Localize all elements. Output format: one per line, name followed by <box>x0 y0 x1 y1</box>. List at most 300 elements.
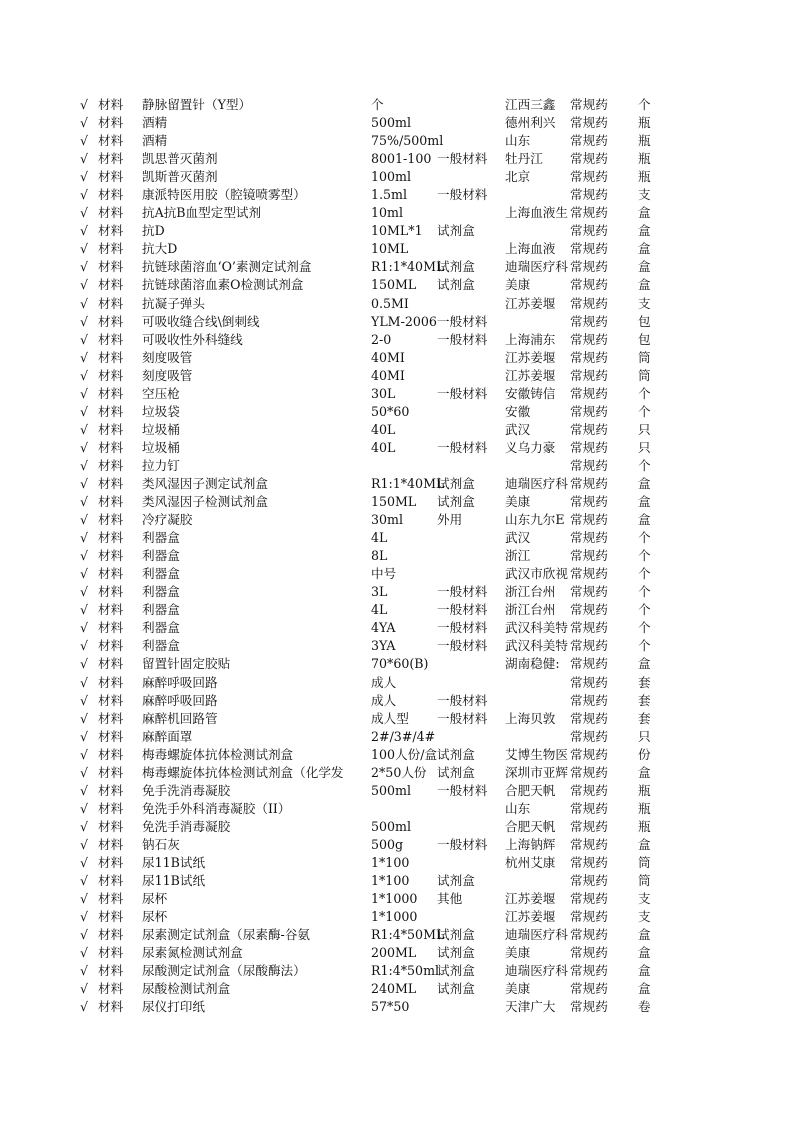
manufacturer-cell: 深圳市亚辉 <box>505 764 568 780</box>
spec-cell: R1:4*50ml <box>371 963 440 979</box>
category-cell: 材料 <box>98 223 124 239</box>
table-row <box>0 944 793 962</box>
check-mark: √ <box>80 782 89 798</box>
table-row <box>0 114 793 132</box>
drug-class-cell: 常规药 <box>570 548 608 564</box>
item-name-cell: 尿酸检测试剂盒 <box>142 981 231 997</box>
unit-cell: 盒 <box>638 981 651 997</box>
category-cell: 材料 <box>98 133 124 149</box>
drug-class-cell: 常规药 <box>570 854 608 870</box>
table-row <box>0 854 793 872</box>
spec-cell: 10ML <box>371 241 409 257</box>
manufacturer-cell: 艾博生物医 <box>505 746 568 762</box>
spec-cell: 100人份/盒 <box>371 746 438 762</box>
drug-class-cell: 常规药 <box>570 945 608 961</box>
table-row <box>0 836 793 854</box>
item-name-cell: 尿素测定试剂盒（尿素酶-谷氨 <box>142 927 310 943</box>
manufacturer-cell: 浙江台州 <box>505 602 556 618</box>
item-name-cell: 免洗手消毒凝胶 <box>142 818 231 834</box>
material-type-cell: 一般材料 <box>437 638 488 654</box>
unit-cell: 瓶 <box>638 151 651 167</box>
unit-cell: 个 <box>638 403 651 419</box>
check-mark: √ <box>80 259 89 275</box>
unit-cell: 瓶 <box>638 115 651 131</box>
table-row <box>0 168 793 186</box>
unit-cell: 个 <box>638 385 651 401</box>
manufacturer-cell: 美康 <box>505 981 531 997</box>
manufacturer-cell: 合肥天帆 <box>505 782 556 798</box>
category-cell: 材料 <box>98 602 124 618</box>
table-row <box>0 96 793 114</box>
manufacturer-cell: 江苏姜堰 <box>505 349 556 365</box>
check-mark: √ <box>80 187 89 203</box>
manufacturer-cell: 天津广大 <box>505 999 556 1015</box>
check-mark: √ <box>80 169 89 185</box>
drug-class-cell: 常规药 <box>570 187 608 203</box>
drug-class-cell: 常规药 <box>570 530 608 546</box>
material-type-cell: 一般材料 <box>437 782 488 798</box>
item-name-cell: 拉力钉 <box>142 457 180 473</box>
check-mark: √ <box>80 746 89 762</box>
material-type-cell: 试剂盒 <box>437 746 475 762</box>
material-type-cell: 其他 <box>437 891 463 907</box>
unit-cell: 个 <box>638 530 651 546</box>
table-row <box>0 710 793 728</box>
table-row <box>0 276 793 294</box>
spec-cell: 1*100 <box>371 873 410 889</box>
category-cell: 材料 <box>98 295 124 311</box>
table-row <box>0 692 793 710</box>
check-mark: √ <box>80 981 89 997</box>
check-mark: √ <box>80 764 89 780</box>
material-type-cell: 试剂盒 <box>437 981 475 997</box>
drug-class-cell: 常规药 <box>570 656 608 672</box>
check-mark: √ <box>80 439 89 455</box>
material-type-cell: 一般材料 <box>437 439 488 455</box>
manufacturer-cell: 武汉市欣视 <box>505 566 568 582</box>
category-cell: 材料 <box>98 873 124 889</box>
manufacturer-cell: 上海血液 <box>505 241 556 257</box>
check-mark: √ <box>80 818 89 834</box>
unit-cell: 只 <box>638 439 651 455</box>
category-cell: 材料 <box>98 782 124 798</box>
drug-class-cell: 常规药 <box>570 674 608 690</box>
manufacturer-cell: 美康 <box>505 945 531 961</box>
unit-cell: 支 <box>638 295 651 311</box>
drug-class-cell: 常规药 <box>570 494 608 510</box>
check-mark: √ <box>80 421 89 437</box>
unit-cell: 个 <box>638 638 651 654</box>
inventory-sheet <box>0 96 793 1016</box>
drug-class-cell: 常规药 <box>570 133 608 149</box>
category-cell: 材料 <box>98 638 124 654</box>
category-cell: 材料 <box>98 728 124 744</box>
item-name-cell: 利器盒 <box>142 566 180 582</box>
material-type-cell: 试剂盒 <box>437 277 475 293</box>
manufacturer-cell: 义乌力豪 <box>505 439 556 455</box>
check-mark: √ <box>80 909 89 925</box>
unit-cell: 瓶 <box>638 133 651 149</box>
spec-cell: R1:1*40ML <box>371 259 445 275</box>
drug-class-cell: 常规药 <box>570 512 608 528</box>
item-name-cell: 利器盒 <box>142 638 180 654</box>
category-cell: 材料 <box>98 331 124 347</box>
unit-cell: 瓶 <box>638 169 651 185</box>
check-mark: √ <box>80 800 89 816</box>
category-cell: 材料 <box>98 241 124 257</box>
table-row <box>0 439 793 457</box>
check-mark: √ <box>80 728 89 744</box>
drug-class-cell: 常规药 <box>570 782 608 798</box>
material-type-cell: 试剂盒 <box>437 963 475 979</box>
table-row <box>0 655 793 673</box>
manufacturer-cell: 武汉科美特 <box>505 620 568 636</box>
category-cell: 材料 <box>98 421 124 437</box>
spec-cell: 1*100 <box>371 854 410 870</box>
material-type-cell: 试剂盒 <box>437 223 475 239</box>
drug-class-cell: 常规药 <box>570 746 608 762</box>
table-row <box>0 186 793 204</box>
item-name-cell: 凯思普灭菌剂 <box>142 151 218 167</box>
table-row <box>0 331 793 349</box>
unit-cell: 支 <box>638 187 651 203</box>
material-type-cell: 试剂盒 <box>437 945 475 961</box>
drug-class-cell: 常规药 <box>570 457 608 473</box>
item-name-cell: 利器盒 <box>142 584 180 600</box>
drug-class-cell: 常规药 <box>570 800 608 816</box>
check-mark: √ <box>80 313 89 329</box>
table-row <box>0 764 793 782</box>
unit-cell: 个 <box>638 97 651 112</box>
drug-class-cell: 常规药 <box>570 151 608 167</box>
check-mark: √ <box>80 656 89 672</box>
category-cell: 材料 <box>98 169 124 185</box>
spec-cell: 1.5ml <box>371 187 407 203</box>
material-type-cell: 试剂盒 <box>437 494 475 510</box>
manufacturer-cell: 浙江台州 <box>505 584 556 600</box>
item-name-cell: 尿酸测定试剂盒（尿酸酶法） <box>142 963 306 979</box>
check-mark: √ <box>80 584 89 600</box>
item-name-cell: 利器盒 <box>142 602 180 618</box>
table-row <box>0 367 793 385</box>
unit-cell: 个 <box>638 548 651 564</box>
material-type-cell: 试剂盒 <box>437 764 475 780</box>
table-row <box>0 565 793 583</box>
spec-cell: 个 <box>371 97 384 112</box>
item-name-cell: 类风湿因子检测试剂盒 <box>142 494 268 510</box>
spec-cell: 2-0 <box>371 331 392 347</box>
drug-class-cell: 常规药 <box>570 331 608 347</box>
table-row <box>0 980 793 998</box>
spec-cell: 150ML <box>371 494 417 510</box>
item-name-cell: 静脉留置针（Y型） <box>142 97 252 112</box>
drug-class-cell: 常规药 <box>570 223 608 239</box>
check-mark: √ <box>80 205 89 221</box>
spec-cell: 成人 <box>371 692 397 708</box>
manufacturer-cell: 武汉科美特 <box>505 638 568 654</box>
spec-cell: 2#/3#/4# <box>371 728 436 744</box>
check-mark: √ <box>80 927 89 943</box>
item-name-cell: 抗大D <box>142 241 178 257</box>
manufacturer-cell: 江苏姜堰 <box>505 891 556 907</box>
manufacturer-cell: 山东 <box>505 133 531 149</box>
table-row <box>0 150 793 168</box>
table-row <box>0 619 793 637</box>
item-name-cell: 免洗手外科消毒凝胶（II） <box>142 800 291 816</box>
manufacturer-cell: 上海浦东 <box>505 331 556 347</box>
spec-cell: 150ML <box>371 277 417 293</box>
check-mark: √ <box>80 403 89 419</box>
item-name-cell: 类风湿因子测定试剂盒 <box>142 475 268 491</box>
drug-class-cell: 常规药 <box>570 927 608 943</box>
unit-cell: 支 <box>638 909 651 925</box>
spec-cell: 40L <box>371 421 396 437</box>
category-cell: 材料 <box>98 259 124 275</box>
spec-cell: 200ML <box>371 945 417 961</box>
manufacturer-cell: 安徽 <box>505 403 531 419</box>
check-mark: √ <box>80 151 89 167</box>
unit-cell: 包 <box>638 331 651 347</box>
manufacturer-cell: 上海贝敦 <box>505 710 556 726</box>
manufacturer-cell: 浙江 <box>505 548 531 564</box>
category-cell: 材料 <box>98 385 124 401</box>
check-mark: √ <box>80 530 89 546</box>
unit-cell: 盒 <box>638 494 651 510</box>
table-row <box>0 674 793 692</box>
spec-cell: 30L <box>371 385 396 401</box>
spec-cell: 40MI <box>371 367 405 383</box>
unit-cell: 套 <box>638 710 651 726</box>
item-name-cell: 利器盒 <box>142 620 180 636</box>
category-cell: 材料 <box>98 909 124 925</box>
unit-cell: 卷 <box>638 999 651 1015</box>
category-cell: 材料 <box>98 97 124 112</box>
unit-cell: 盒 <box>638 205 651 221</box>
check-mark: √ <box>80 115 89 131</box>
unit-cell: 套 <box>638 674 651 690</box>
item-name-cell: 垃圾桶 <box>142 439 180 455</box>
check-mark: √ <box>80 385 89 401</box>
unit-cell: 盒 <box>638 475 651 491</box>
spec-cell: 成人 <box>371 674 397 690</box>
drug-class-cell: 常规药 <box>570 873 608 889</box>
table-row <box>0 457 793 475</box>
unit-cell: 筒 <box>638 349 651 365</box>
item-name-cell: 刻度吸管 <box>142 367 193 383</box>
unit-cell: 包 <box>638 313 651 329</box>
item-name-cell: 尿杯 <box>142 891 168 907</box>
drug-class-cell: 常规药 <box>570 259 608 275</box>
check-mark: √ <box>80 945 89 961</box>
item-name-cell: 梅毒螺旋体抗体检测试剂盒（化学发 <box>142 764 344 780</box>
spec-cell: 成人型 <box>371 710 409 726</box>
drug-class-cell: 常规药 <box>570 764 608 780</box>
category-cell: 材料 <box>98 692 124 708</box>
table-row <box>0 583 793 601</box>
item-name-cell: 利器盒 <box>142 548 180 564</box>
item-name-cell: 尿杯 <box>142 909 168 925</box>
table-row <box>0 132 793 150</box>
drug-class-cell: 常规药 <box>570 836 608 852</box>
spec-cell: 500ml <box>371 782 412 798</box>
check-mark: √ <box>80 331 89 347</box>
spec-cell: 70*60(B) <box>371 656 429 672</box>
check-mark: √ <box>80 891 89 907</box>
material-type-cell: 一般材料 <box>437 313 488 329</box>
check-mark: √ <box>80 674 89 690</box>
spec-cell: 0.5MI <box>371 295 409 311</box>
table-row <box>0 493 793 511</box>
drug-class-cell: 常规药 <box>570 710 608 726</box>
category-cell: 材料 <box>98 981 124 997</box>
check-mark: √ <box>80 710 89 726</box>
unit-cell: 盒 <box>638 945 651 961</box>
material-type-cell: 试剂盒 <box>437 475 475 491</box>
manufacturer-cell: 牡丹江 <box>505 151 543 167</box>
unit-cell: 支 <box>638 891 651 907</box>
item-name-cell: 垃圾桶 <box>142 421 180 437</box>
drug-class-cell: 常规药 <box>570 439 608 455</box>
check-mark: √ <box>80 241 89 257</box>
category-cell: 材料 <box>98 403 124 419</box>
drug-class-cell: 常规药 <box>570 295 608 311</box>
table-row <box>0 782 793 800</box>
item-name-cell: 麻醉机回路管 <box>142 710 218 726</box>
category-cell: 材料 <box>98 367 124 383</box>
spec-cell: 10ml <box>371 205 403 221</box>
manufacturer-cell: 江苏姜堰 <box>505 909 556 925</box>
unit-cell: 盒 <box>638 259 651 275</box>
category-cell: 材料 <box>98 656 124 672</box>
category-cell: 材料 <box>98 999 124 1015</box>
item-name-cell: 抗A抗B血型定型试剂 <box>142 205 262 221</box>
table-row <box>0 998 793 1016</box>
check-mark: √ <box>80 999 89 1015</box>
table-row <box>0 872 793 890</box>
check-mark: √ <box>80 277 89 293</box>
spec-cell: 2*50人份 <box>371 764 427 780</box>
item-name-cell: 尿仪打印纸 <box>142 999 205 1015</box>
category-cell: 材料 <box>98 818 124 834</box>
manufacturer-cell: 北京 <box>505 169 531 185</box>
drug-class-cell: 常规药 <box>570 728 608 744</box>
check-mark: √ <box>80 638 89 654</box>
manufacturer-cell: 合肥天帆 <box>505 818 556 834</box>
table-row <box>0 204 793 222</box>
spec-cell: 50*60 <box>371 403 410 419</box>
material-type-cell: 试剂盒 <box>437 873 475 889</box>
table-row <box>0 313 793 331</box>
check-mark: √ <box>80 963 89 979</box>
item-name-cell: 免手洗消毒凝胶 <box>142 782 231 798</box>
item-name-cell: 冷疗凝胶 <box>142 512 193 528</box>
drug-class-cell: 常规药 <box>570 403 608 419</box>
manufacturer-cell: 美康 <box>505 494 531 510</box>
category-cell: 材料 <box>98 475 124 491</box>
category-cell: 材料 <box>98 205 124 221</box>
material-type-cell: 试剂盒 <box>437 927 475 943</box>
unit-cell: 盒 <box>638 656 651 672</box>
category-cell: 材料 <box>98 584 124 600</box>
spec-cell: R1:1*40ML <box>371 475 445 491</box>
unit-cell: 筒 <box>638 854 651 870</box>
material-type-cell: 一般材料 <box>437 602 488 618</box>
check-mark: √ <box>80 620 89 636</box>
item-name-cell: 麻醉面罩 <box>142 728 193 744</box>
material-type-cell: 一般材料 <box>437 385 488 401</box>
drug-class-cell: 常规药 <box>570 241 608 257</box>
table-row <box>0 240 793 258</box>
category-cell: 材料 <box>98 313 124 329</box>
spec-cell: 8001-100 <box>371 151 432 167</box>
category-cell: 材料 <box>98 349 124 365</box>
spec-cell: R1:4*50ML <box>371 927 445 943</box>
manufacturer-cell: 武汉 <box>505 530 531 546</box>
spec-cell: YLM-2006 <box>371 313 437 329</box>
spec-cell: 3YA <box>371 638 396 654</box>
drug-class-cell: 常规药 <box>570 277 608 293</box>
drug-class-cell: 常规药 <box>570 891 608 907</box>
category-cell: 材料 <box>98 963 124 979</box>
unit-cell: 个 <box>638 584 651 600</box>
category-cell: 材料 <box>98 945 124 961</box>
category-cell: 材料 <box>98 854 124 870</box>
spec-cell: 8L <box>371 548 388 564</box>
item-name-cell: 钠石灰 <box>142 836 180 852</box>
unit-cell: 盒 <box>638 836 651 852</box>
drug-class-cell: 常规药 <box>570 963 608 979</box>
drug-class-cell: 常规药 <box>570 475 608 491</box>
category-cell: 材料 <box>98 836 124 852</box>
material-type-cell: 一般材料 <box>437 331 488 347</box>
item-name-cell: 抗链球菌溶血‘O’素测定试剂盒 <box>142 259 312 275</box>
drug-class-cell: 常规药 <box>570 692 608 708</box>
table-row <box>0 908 793 926</box>
spec-cell: 中号 <box>371 566 397 582</box>
item-name-cell: 垃圾袋 <box>142 403 180 419</box>
spec-cell: 500ml <box>371 115 412 131</box>
table-row <box>0 421 793 439</box>
manufacturer-cell: 江西三鑫 <box>505 97 556 112</box>
drug-class-cell: 常规药 <box>570 205 608 221</box>
category-cell: 材料 <box>98 674 124 690</box>
table-row <box>0 403 793 421</box>
item-name-cell: 空压枪 <box>142 385 180 401</box>
manufacturer-cell: 江苏姜堰 <box>505 367 556 383</box>
drug-class-cell: 常规药 <box>570 638 608 654</box>
spec-cell: 40L <box>371 439 396 455</box>
drug-class-cell: 常规药 <box>570 818 608 834</box>
table-row <box>0 637 793 655</box>
check-mark: √ <box>80 367 89 383</box>
material-type-cell: 一般材料 <box>437 692 488 708</box>
drug-class-cell: 常规药 <box>570 620 608 636</box>
check-mark: √ <box>80 692 89 708</box>
item-name-cell: 尿素氮检测试剂盒 <box>142 945 243 961</box>
manufacturer-cell: 迪瑞医疗科 <box>505 963 568 979</box>
spec-cell: 500ml <box>371 818 412 834</box>
drug-class-cell: 常规药 <box>570 97 608 112</box>
check-mark: √ <box>80 494 89 510</box>
spec-cell: 4L <box>371 602 388 618</box>
item-name-cell: 抗D <box>142 223 165 239</box>
manufacturer-cell: 上海钠辉 <box>505 836 556 852</box>
unit-cell: 盒 <box>638 963 651 979</box>
category-cell: 材料 <box>98 151 124 167</box>
table-row <box>0 800 793 818</box>
spec-cell: 40MI <box>371 349 405 365</box>
unit-cell: 瓶 <box>638 818 651 834</box>
